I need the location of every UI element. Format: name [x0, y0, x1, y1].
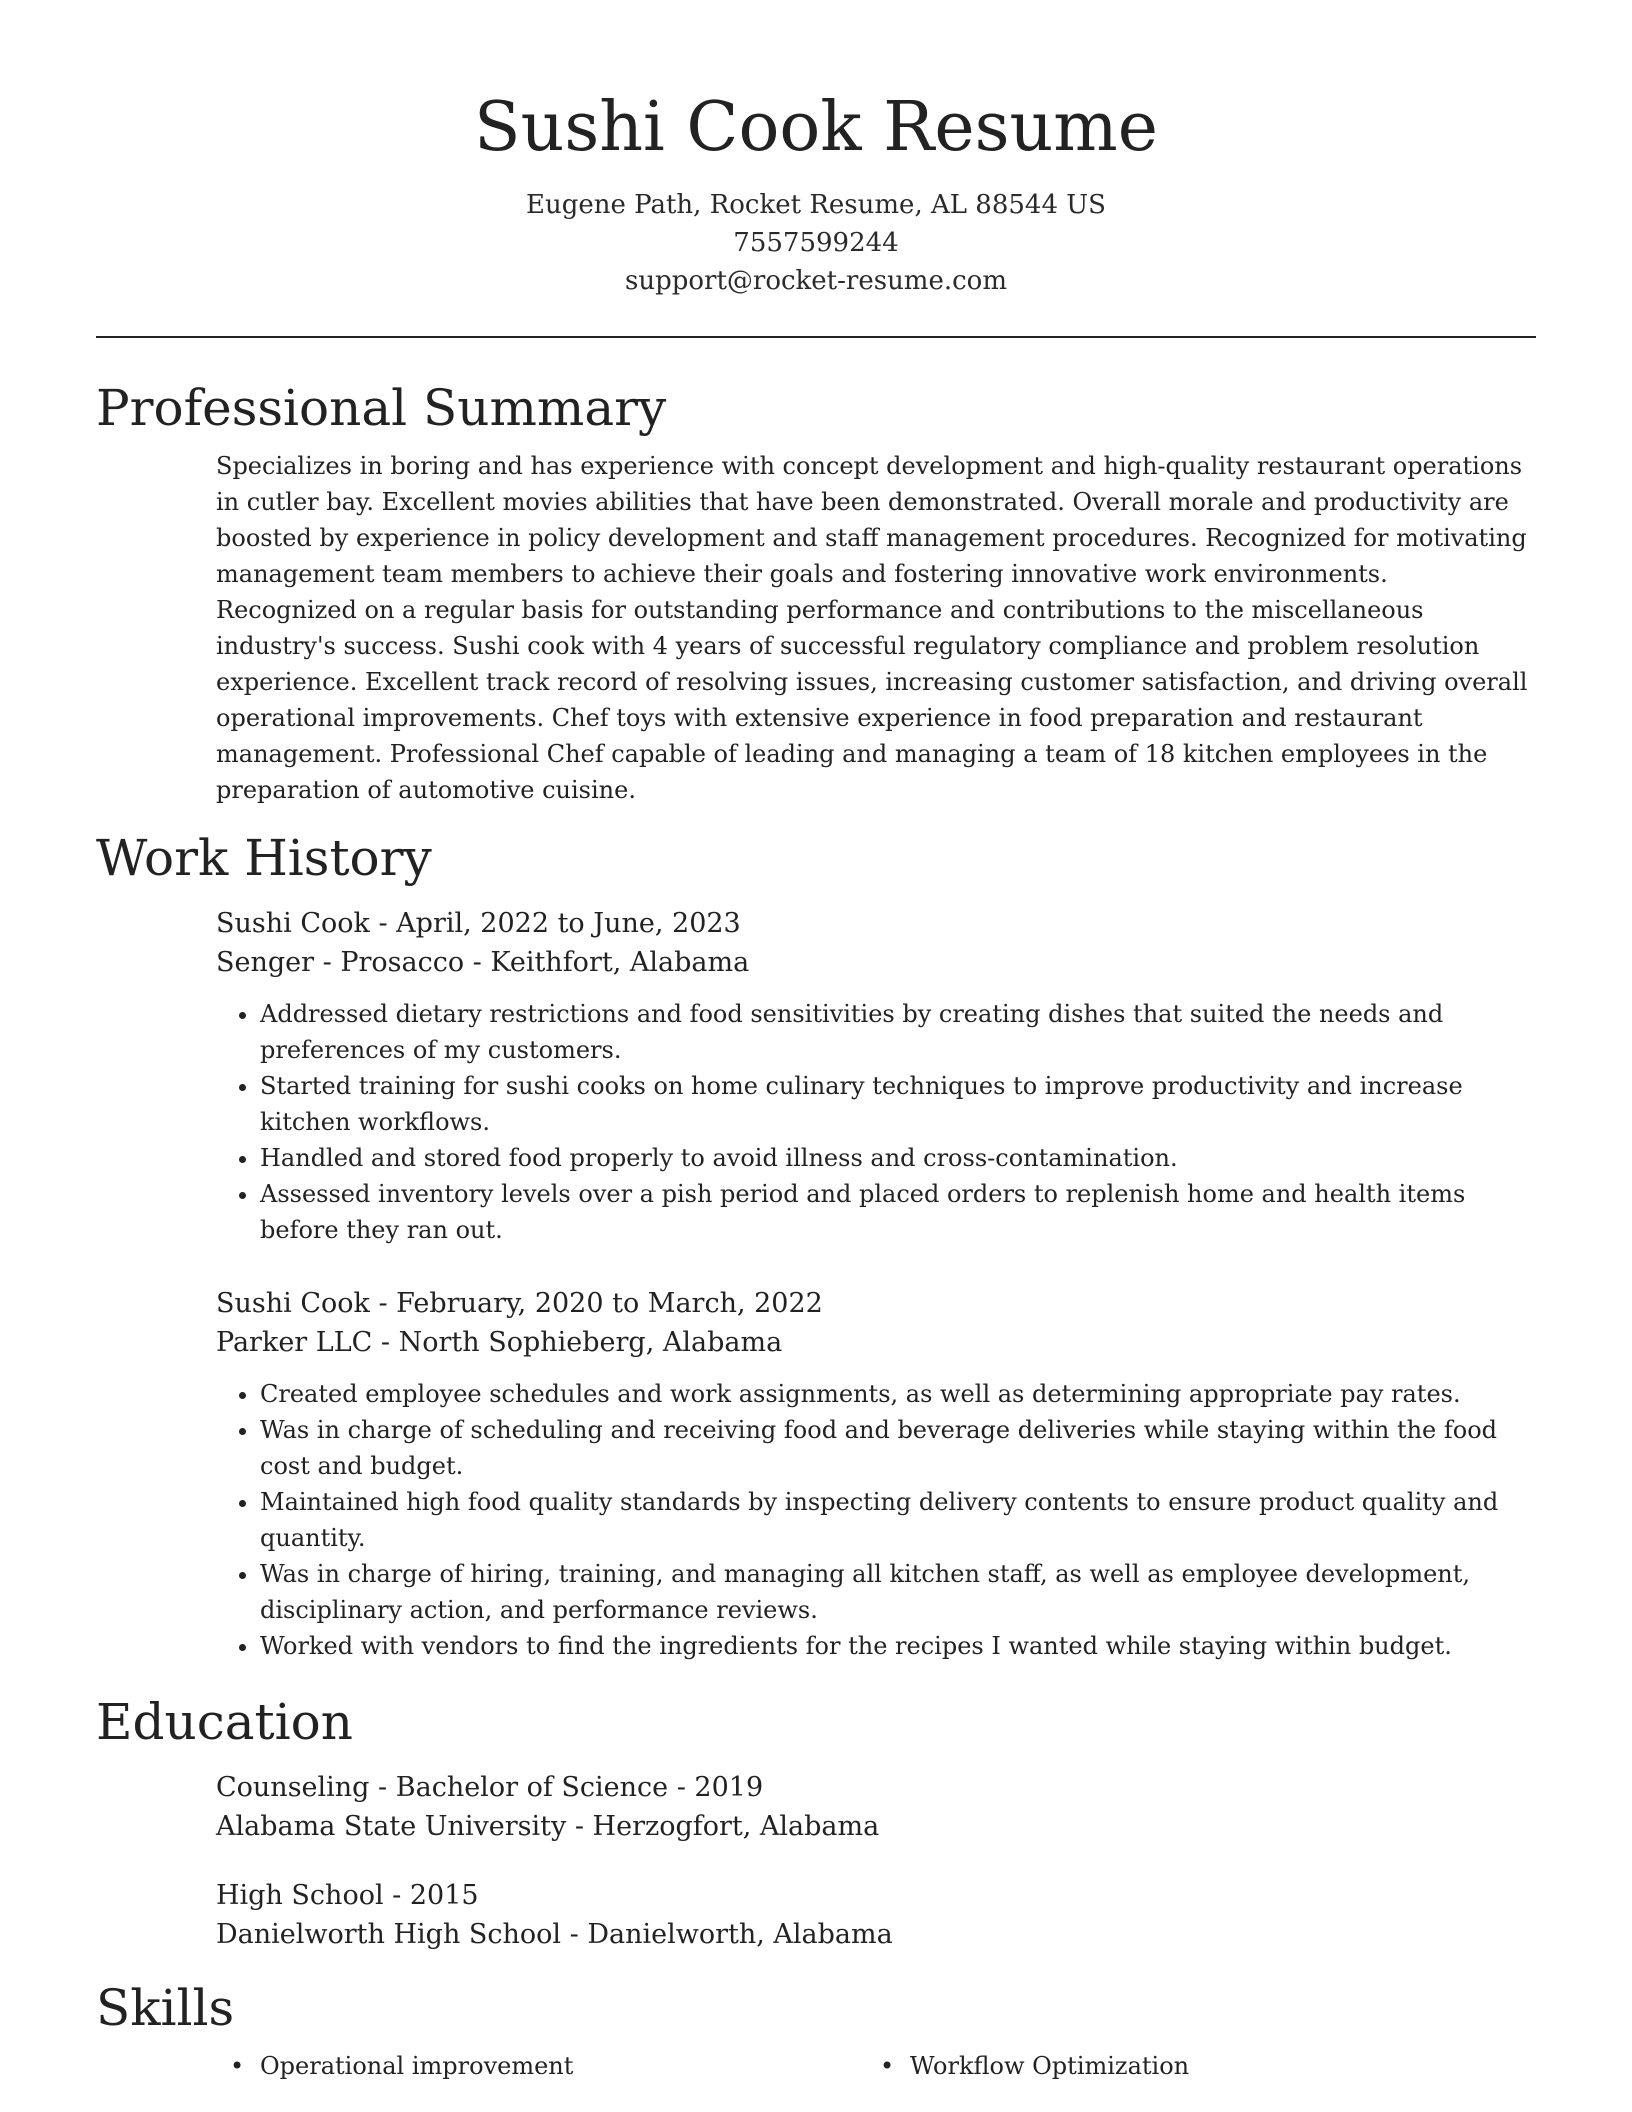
job-bullet: • Created employee schedules and work assignments, as well as determining appropriate pay rates.	[260, 1376, 1536, 1412]
section-heading-education: Education	[96, 1693, 353, 1751]
header-divider	[96, 336, 1536, 338]
contact-phone: 7557599244	[733, 228, 899, 258]
contact-info	[96, 186, 1536, 300]
job-entry	[216, 1284, 1536, 1664]
education-section	[96, 1692, 1536, 1954]
job-bullet: • Worked with vendors to find the ingredients for the recipes I wanted while staying within budget.	[260, 1628, 1536, 1664]
contact-address: Eugene Path, Rocket Resume, AL 88544 US	[526, 190, 1106, 220]
resume-page	[96, 0, 1536, 2084]
skills-list	[216, 2048, 1536, 2084]
job-bullet: • Started training for sushi cooks on home culinary techniques to improve productivity and increase kitchen workflows.	[260, 1068, 1536, 1140]
resume-header	[96, 0, 1536, 300]
job-bullet: • Was in charge of scheduling and receiving food and beverage deliveries while staying within the food cost and budget.	[260, 1412, 1536, 1484]
job-company-line: Senger - Prosacco - Keithfort, Alabama	[216, 947, 750, 978]
skills-section	[96, 1978, 1536, 2084]
work-history-section	[96, 828, 1536, 1664]
job-bullet: • Handled and stored food properly to avoid illness and cross-contamination.	[260, 1140, 1536, 1176]
education-degree-line: High School - 2015	[216, 1880, 479, 1911]
education-school-line: Alabama State University - Herzogfort, Alabama	[216, 1811, 880, 1842]
job-bullets	[216, 1376, 1536, 1664]
job-bullet: • Addressed dietary restrictions and food sensitivities by creating dishes that suited the needs and preferences of my customers.	[260, 996, 1536, 1068]
resume-title: Sushi Cook Resume	[473, 88, 1159, 167]
job-company-line: Parker LLC - North Sophieberg, Alabama	[216, 1327, 783, 1358]
skill-item: • Operational improvement	[216, 2048, 866, 2084]
job-bullets	[216, 996, 1536, 1248]
job-bullet: • Assessed inventory levels over a pish period and placed orders to replenish home and health items before they ran out.	[260, 1176, 1536, 1248]
section-heading-summary: Professional Summary	[96, 379, 667, 437]
job-bullet: • Maintained high food quality standards by inspecting delivery contents to ensure product quality and quantity.	[260, 1484, 1536, 1556]
contact-email: support@rocket-resume.com	[624, 266, 1007, 296]
job-bullet: • Was in charge of hiring, training, and managing all kitchen staff, as well as employee development, disciplinary action, and performance reviews.	[260, 1556, 1536, 1628]
job-title-line: Sushi Cook - April, 2022 to June, 2023	[216, 908, 741, 939]
section-heading-work: Work History	[96, 829, 432, 887]
job-entry	[216, 904, 1536, 1248]
professional-summary-section	[96, 378, 1536, 808]
section-heading-skills: Skills	[96, 1979, 235, 2037]
education-degree-line: Counseling - Bachelor of Science - 2019	[216, 1772, 764, 1803]
education-entry	[216, 1876, 1536, 1954]
job-title-line: Sushi Cook - February, 2020 to March, 2022	[216, 1288, 823, 1319]
summary-text: Specializes in boring and has experience with concept development and high-quality restaurant operations in cutler bay. Excellent movies abilities that have been demonstrated. Overall morale and productivity are boosted by experience in policy development and staff management procedures. Recognized for motivating management team members to achieve their goals and fostering innovative work environments. Recognized on a regular basis for outstanding performance and contributions to the miscellaneous industry's success. Sushi cook with 4 years of successful regulatory compliance and problem resolution experience. Excellent track record of resolving issues, increasing customer satisfaction, and driving overall operational improvements. Chef toys with extensive experience in food preparation and restaurant management. Professional Chef capable of leading and managing a team of 18 kitchen employees in the preparation of automotive cuisine.	[216, 452, 1528, 804]
education-school-line: Danielworth High School - Danielworth, Alabama	[216, 1919, 893, 1950]
education-entry	[216, 1768, 1536, 1846]
skill-item: • Workflow Optimization	[866, 2048, 1516, 2084]
